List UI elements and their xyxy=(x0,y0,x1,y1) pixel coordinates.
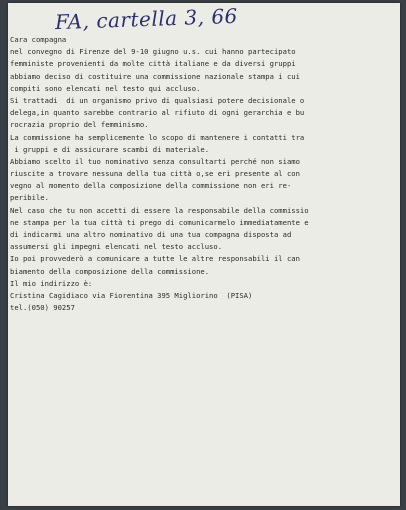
paragraph-responsabile xyxy=(10,205,398,254)
text-line: di indicarmi una altro nominativo di una tua compagna disposta ad xyxy=(10,230,292,239)
address-line: Cristina Cagidiaco via Fiorentina 395 Migliorino (PISA) xyxy=(10,290,253,300)
typed-letter-body xyxy=(10,34,398,314)
paragraph-organismo xyxy=(10,95,398,132)
text-line: riuscite a trovare nessuna della tua città o,se eri presente al con xyxy=(10,169,300,179)
paragraph-scopo xyxy=(10,132,398,156)
paragraph-nominativo xyxy=(10,156,398,205)
letter-page xyxy=(8,3,400,506)
text-line: peribile. xyxy=(10,193,49,203)
text-line: rocrazia proprio del femminismo. xyxy=(10,120,149,130)
text-line: femministe provenienti da molte città italiane e da diversi gruppi xyxy=(10,59,296,69)
paragraph-convegno xyxy=(10,46,398,95)
text-line: Si trattadi di un organismo privo di qualsiasi potere decisionale o xyxy=(10,95,305,105)
handwritten-archive-note: FA, cartella 3, 66 xyxy=(54,3,239,35)
phone-line: tel.(050) 90257 xyxy=(10,303,75,313)
text-line: Io poi provvederò a comunicare a tutte le altre responsabili il can xyxy=(10,254,300,264)
text-line: Nel caso che tu non accetti di essere la responsabile della commissio xyxy=(10,205,309,215)
salutation: Cara compagna xyxy=(10,35,67,44)
text-line: ne stampa per la tua città ti prego di comunicarmelo immediatamente e xyxy=(10,217,309,227)
text-line: La commissione ha semplicemente lo scopo di mantenere i contatti tra xyxy=(10,132,305,142)
text-line: biamento della composizione della commissione. xyxy=(10,266,210,276)
text-line: assumersi gli impegni elencati nel testo accluso. xyxy=(10,242,223,252)
text-line: i gruppi e di assicurare scambi di materiale. xyxy=(10,144,210,154)
paragraph-comunicazione xyxy=(10,253,398,277)
text-line: vegno al momento della composizione della commissione non eri re- xyxy=(10,181,292,191)
text-line: Abbiamo scelto il tuo nominativo senza consultarti perché non siamo xyxy=(10,156,300,166)
text-line: nel convegno di Firenze del 9-10 giugno u.s. cui hanno partecipato xyxy=(10,47,296,57)
text-line: abbiamo deciso di costituire una commissione nazionale stampa i cui xyxy=(10,71,300,81)
text-line: delega,in quanto sarebbe contrario al rifiuto di ogni gerarchia e bu xyxy=(10,108,305,118)
text-line: compiti sono elencati nel testo qui accluso. xyxy=(10,83,201,93)
address-intro: Il mio indirizzo è: xyxy=(10,278,93,288)
